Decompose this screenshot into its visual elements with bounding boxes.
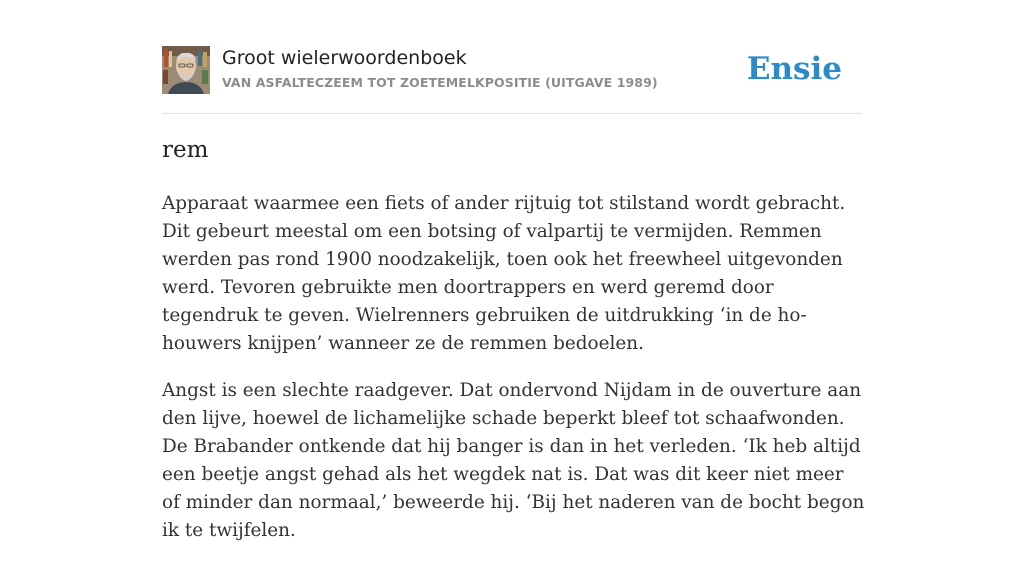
entry-headword: rem xyxy=(162,137,209,163)
entry-paragraph: Angst is een slechte raadgever. Dat ondervond Nijdam in de ouverture aan den lijve, hoewel de lichamelijke schade beperkt bleef tot schaafwonden. De Brabander ontkende dat hij banger is dan in het verleden. ‘Ik heb altijd een beetje angst gehad als het wegdek nat is. Dat was dit keer niet meer of minder dan normaal,’ beweerde hij. ‘Bij het naderen van de bocht begon ik te twijfelen. xyxy=(162,380,865,541)
author-portrait-image xyxy=(162,46,210,94)
author-avatar[interactable] xyxy=(162,46,210,94)
source-header xyxy=(162,46,862,96)
ensie-logo[interactable]: Ensie xyxy=(746,51,842,87)
source-title[interactable]: Groot wielerwoordenboek xyxy=(222,47,467,69)
entry-body xyxy=(162,190,866,564)
header-divider xyxy=(162,113,862,114)
entry-paragraph: Apparaat waarmee een fiets of ander rijtuig tot stilstand wordt gebracht. Dit gebeurt meestal om een botsing of valpartij te vermijden. Remmen werden pas rond 1900 noodzakelijk, toen ook het freewheel uitgevonden werd. Tevoren gebruikte men doortrappers en werd geremd door tegendruk te geven. Wielrenners gebruiken de uitdrukking ‘in de ho-houwers knijpen’ wanneer ze de remmen bedoelen. xyxy=(162,193,846,354)
source-subtitle: VAN ASFALTECZEEM TOT ZOETEMELKPOSITIE (UITGAVE 1989) xyxy=(222,75,658,90)
